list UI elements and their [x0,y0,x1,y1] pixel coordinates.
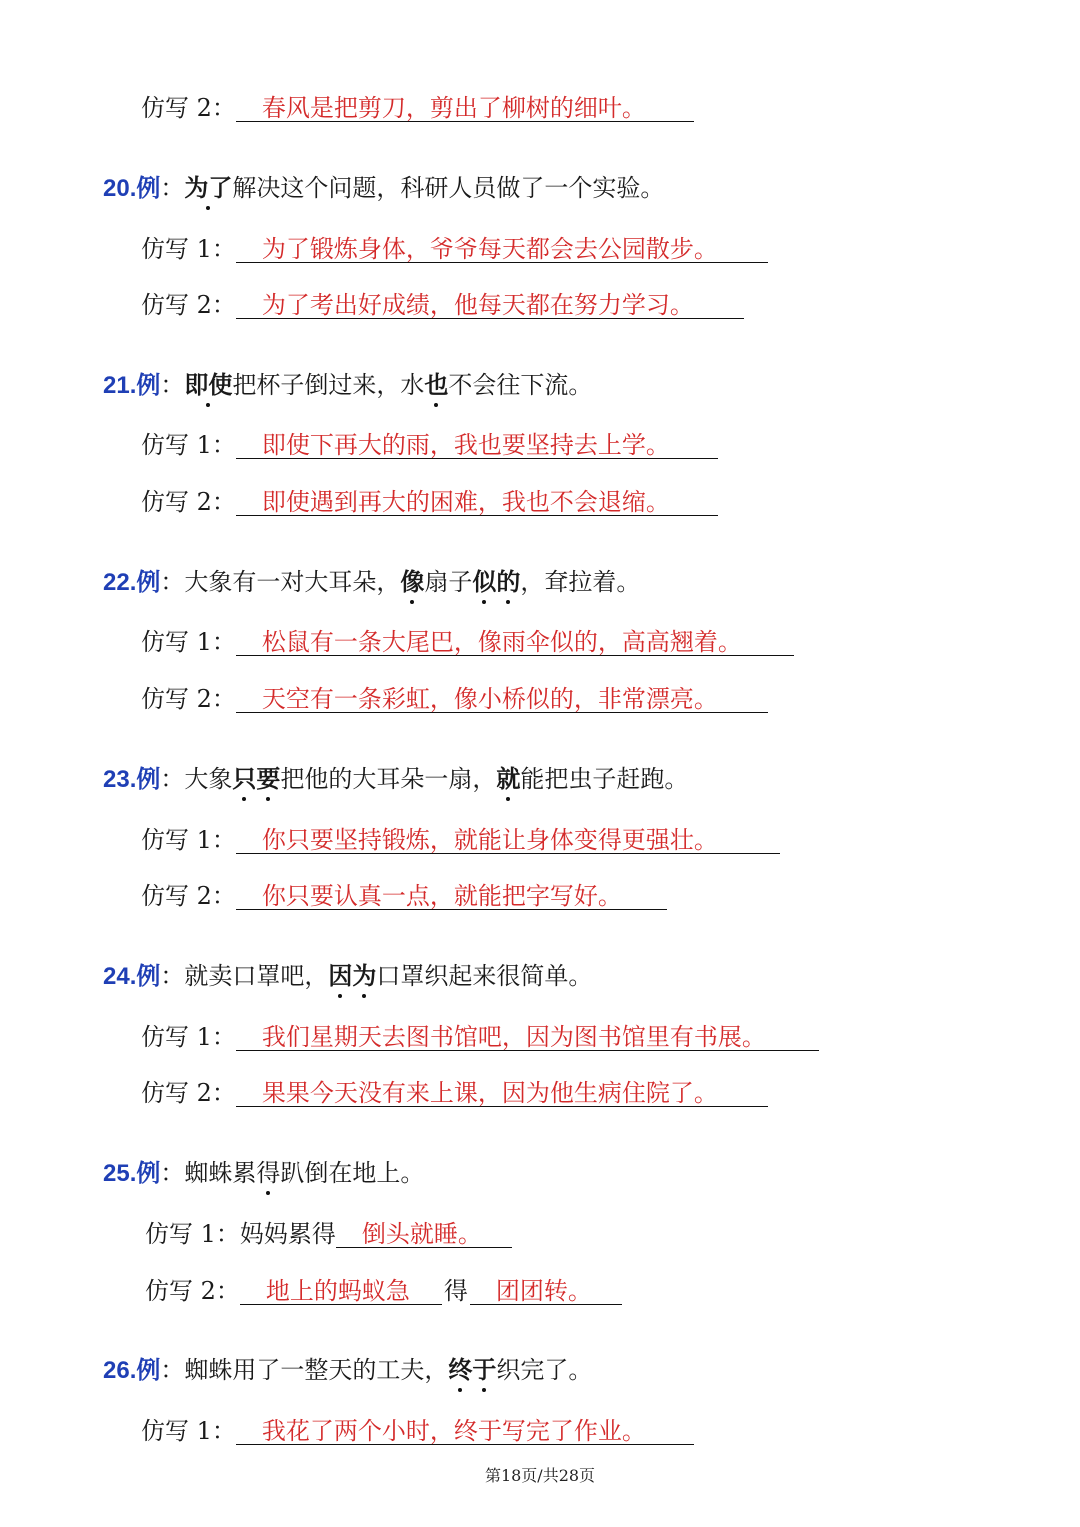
answer-blank: 即使下再大的雨，我也要坚持去上学。 [236,430,718,459]
sentence-text: 扇子 [424,568,473,596]
answer-row [141,1416,694,1446]
answer-row [141,290,744,320]
item-number: 24. [103,963,137,990]
answer-label: 仿写 2： [141,882,236,910]
keyword: 得 [256,1158,280,1188]
sentence-text: 把杯子倒过来，水 [232,371,425,399]
answer-blank: 我花了两个小时，终于写完了作业。 [236,1416,694,1445]
answer-blank: 为了锻炼身体，爷爷每天都会去公园散步。 [236,234,768,263]
answer-label: 仿写 1： [145,1220,240,1248]
sentence-text: 大象 [184,765,233,793]
answer-prefix: 妈妈累得 [239,1220,336,1248]
example-label: 例 [136,370,161,399]
example-sentence [103,764,688,795]
sentence-text: 蜘蛛用了一整天的工夫， [184,1356,449,1384]
answer-row [141,881,667,911]
colon: ： [160,962,185,990]
answer-blank: 天空有一条彩虹，像小桥似的，非常漂亮。 [236,684,768,713]
answer-label: 仿写 1： [141,826,236,854]
answer-blank: 果果今天没有来上课，因为他生病住院了。 [236,1078,768,1107]
item-number: 20. [103,175,137,202]
answer-label: 仿写 1： [141,628,236,656]
answer-blank: 春风是把剪刀，剪出了柳树的细叶。 [236,93,694,122]
answer-blank: 地上的蚂蚁急 [240,1276,442,1305]
colon: ： [160,371,185,399]
answer-row [141,1022,819,1052]
example-label: 例 [136,567,161,596]
colon: ： [160,1356,185,1384]
keyword: 也 [424,370,448,400]
sentence-text: ，耷拉着。 [520,568,641,596]
sentence-text: 大象有一对大耳朵， [184,568,401,596]
answer-blank: 我们星期天去图书馆吧，因为图书馆里有书展。 [236,1022,819,1051]
item-number: 26. [103,1357,137,1384]
example-label: 例 [136,1158,161,1187]
answer-blank: 你只要坚持锻炼，就能让身体变得更强壮。 [236,825,780,854]
sentence-text: 把他的大耳朵一扇， [280,765,497,793]
example-sentence [103,1355,592,1386]
item-number: 22. [103,569,137,596]
keyword: 只要 [232,764,280,794]
keyword: 终于 [448,1355,496,1385]
answer-label: 仿写 1： [141,431,236,459]
sentence-text: 趴倒在地上。 [280,1159,425,1187]
answer-row [141,1078,768,1108]
item-number: 21. [103,372,137,399]
sentence-text: 就卖口罩吧， [184,962,329,990]
answer-blank: 倒头就睡。 [336,1219,512,1248]
answer-row [141,487,718,517]
example-label: 例 [136,961,161,990]
answer-blank: 即使遇到再大的困难，我也不会退缩。 [236,487,718,516]
keyword: 似的 [472,567,520,597]
sentence-text: 能把虫子赶跑。 [520,765,689,793]
example-sentence [103,1158,424,1189]
example-sentence [103,173,664,204]
answer-blank: 你只要认真一点，就能把字写好。 [236,881,667,910]
example-label: 例 [136,173,161,202]
answer-row [141,430,718,460]
sentence-text: 口罩织起来很简单。 [376,962,593,990]
keyword: 为了 [184,173,232,203]
answer-blank: 为了考出好成绩，他每天都在努力学习。 [236,290,744,319]
answer-label: 仿写 1： [141,1417,236,1445]
answer-row [141,627,794,657]
answer-label: 仿写 2： [141,488,236,516]
answer-row [141,234,768,264]
keyword: 就 [496,764,520,794]
colon: ： [160,1159,185,1187]
keyword: 因为 [328,961,376,991]
answer-label: 仿写 1： [141,1023,236,1051]
page-footer: 第18页/共28页 [484,1466,596,1485]
sentence-text: 不会往下流。 [448,371,593,399]
answer-label: 仿写 2： [141,685,236,713]
answer-row [141,684,768,714]
example-sentence [103,961,592,992]
sentence-text: 解决这个问题，科研人员做了一个实验。 [232,174,665,202]
colon: ： [160,568,185,596]
keyword: 即使 [184,370,232,400]
item-number: 25. [103,1160,137,1187]
example-sentence [103,567,640,598]
answer-row [141,825,780,855]
answer-row [145,1276,622,1306]
keyword: 像 [400,567,424,597]
sentence-text: 蜘蛛累 [184,1159,257,1187]
example-label: 例 [136,764,161,793]
answer-label: 仿写 2： [145,1277,240,1305]
item-number: 23. [103,766,137,793]
sentence-text: 织完了。 [496,1356,593,1384]
answer-blank: 团团转。 [470,1276,622,1305]
example-sentence [103,370,592,401]
answer-blank: 松鼠有一条大尾巴，像雨伞似的，高高翘着。 [236,627,794,656]
answer-label: 仿写 2： [141,291,236,319]
colon: ： [160,174,185,202]
answer-connector: 得 [443,1277,468,1305]
answer-label: 仿写 2： [141,94,236,122]
example-label: 例 [136,1355,161,1384]
answer-row [145,1219,512,1249]
answer-label: 仿写 2： [141,1079,236,1107]
colon: ： [160,765,185,793]
answer-row [141,93,694,123]
answer-label: 仿写 1： [141,235,236,263]
